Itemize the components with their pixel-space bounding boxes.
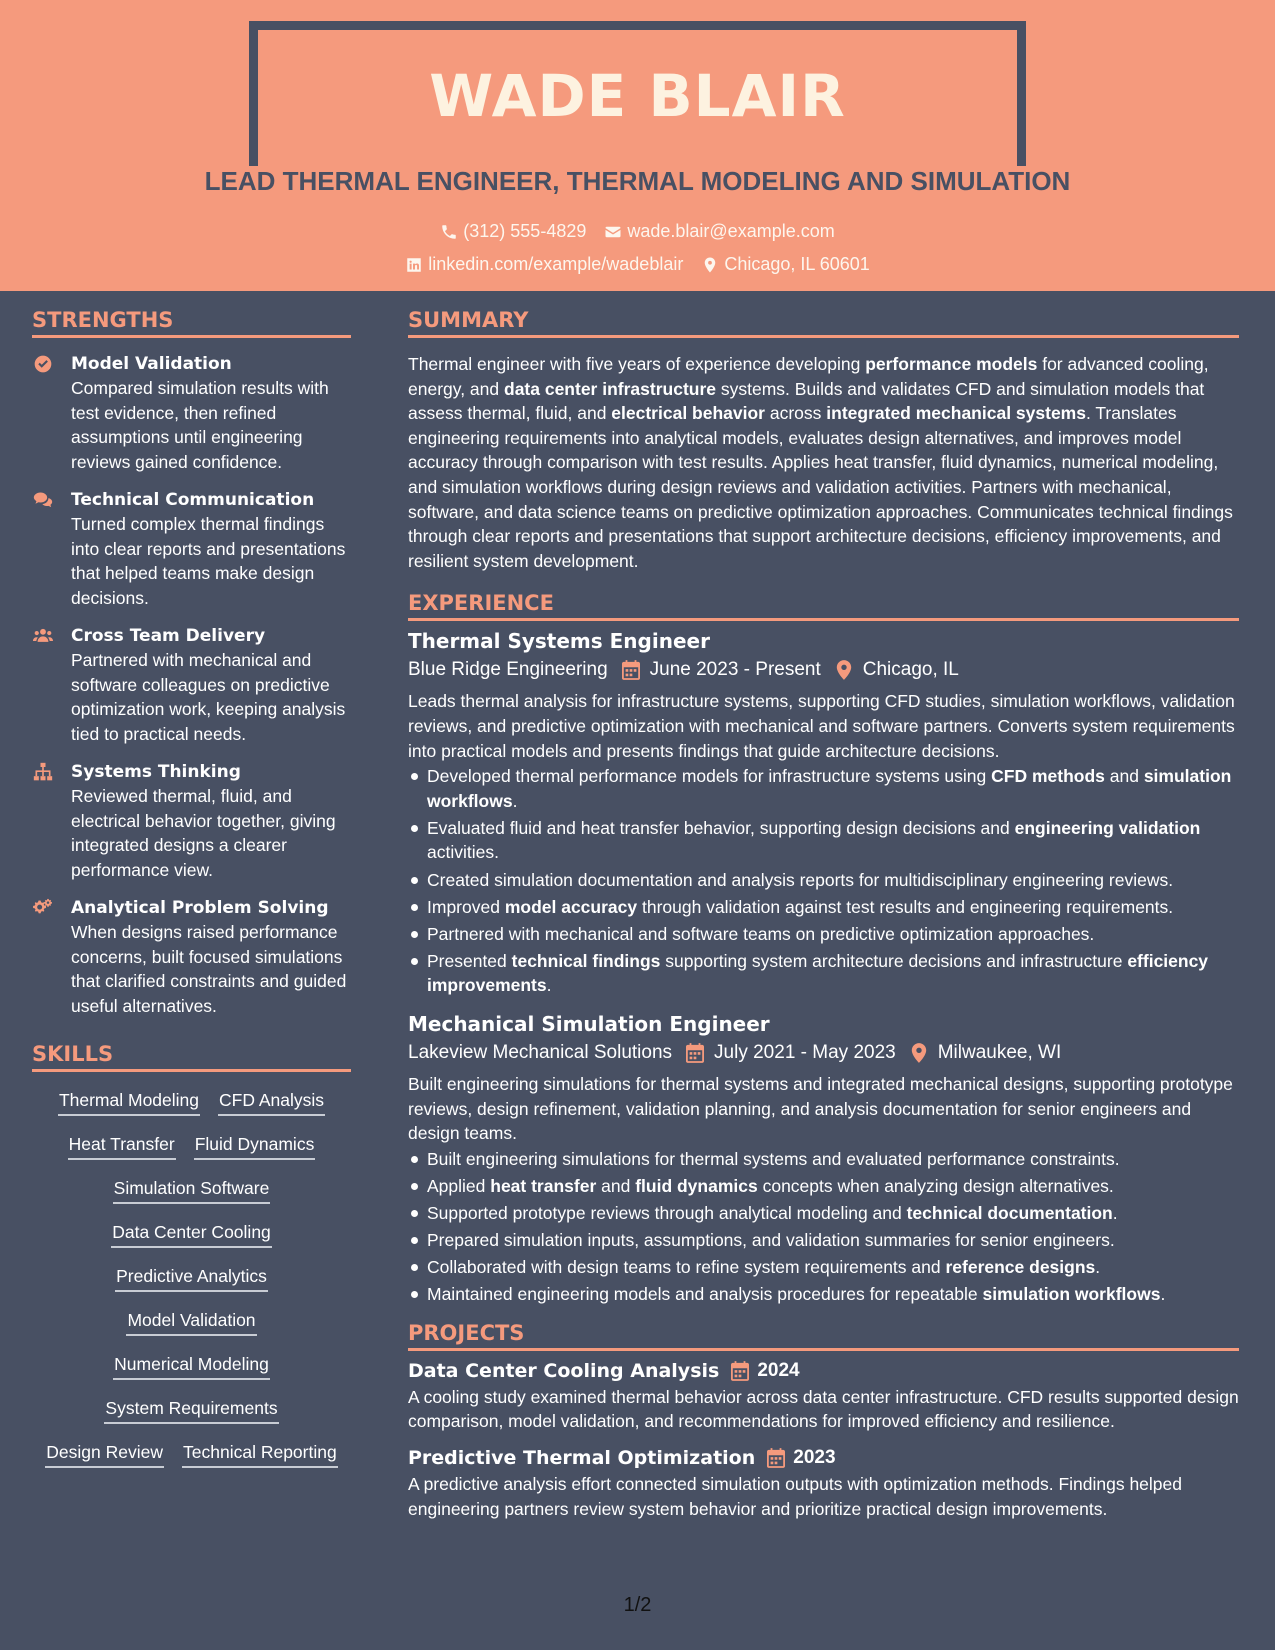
skill-chip: Fluid Dynamics bbox=[194, 1132, 316, 1160]
summary-heading: SUMMARY bbox=[408, 308, 1239, 338]
project-title: Predictive Thermal Optimization bbox=[408, 1447, 756, 1469]
job-dates: July 2021 - May 2023 bbox=[714, 1041, 896, 1063]
bullet-item: Supported prototype reviews through analytical modeling and technical documentation. bbox=[408, 1201, 1239, 1226]
job-bullets bbox=[408, 1147, 1239, 1307]
project-header bbox=[408, 1357, 1239, 1385]
email-contact[interactable] bbox=[604, 221, 834, 242]
strength-title: Analytical Problem Solving bbox=[71, 898, 329, 918]
bold-phrase: efficiency improvements bbox=[427, 950, 1209, 996]
project-title: Data Center Cooling Analysis bbox=[408, 1359, 720, 1382]
job-entry bbox=[408, 1010, 1239, 1307]
strength-item bbox=[32, 352, 351, 474]
bullet-item: Maintained engineering models and analysis procedures for repeatable simulation workflows. bbox=[408, 1282, 1239, 1307]
phone-text: (312) 555-4829 bbox=[463, 221, 587, 241]
map-pin-icon bbox=[910, 1043, 928, 1063]
bold-phrase: data center infrastructure bbox=[504, 378, 717, 399]
strength-title: Technical Communication bbox=[71, 490, 315, 510]
strength-title: Model Validation bbox=[71, 354, 232, 374]
job-location: Chicago, IL bbox=[862, 659, 959, 681]
bullet-item: Built engineering simulations for thermal systems and evaluated performance constraints. bbox=[408, 1147, 1239, 1172]
job-title: LEAD THERMAL ENGINEER, THERMAL MODELING AND SIMULATION bbox=[204, 166, 1071, 196]
strength-text: When designs raised performance concerns, built focused simulations that clarified constraints and guided useful alternatives. bbox=[71, 922, 347, 1016]
left-column bbox=[32, 308, 351, 1468]
bold-phrase: electrical behavior bbox=[611, 403, 765, 424]
strength-text: Partnered with mechanical and software colleagues on predictive optimization work, keeping analysis tied to practical needs. bbox=[71, 650, 346, 744]
job-meta bbox=[408, 1038, 1239, 1068]
strength-item bbox=[32, 896, 351, 1018]
skill-chip: Predictive Analytics bbox=[115, 1264, 268, 1292]
skill-chip: Model Validation bbox=[126, 1308, 256, 1336]
strength-title: Cross Team Delivery bbox=[71, 626, 266, 646]
calendar-icon bbox=[731, 1361, 749, 1381]
strength-title: Systems Thinking bbox=[71, 762, 241, 782]
skill-chip: Thermal Modeling bbox=[58, 1088, 200, 1116]
linkedin-text: linkedin.com/example/wadeblair bbox=[428, 254, 684, 274]
map-pin-icon bbox=[701, 256, 719, 274]
skill-chip: Heat Transfer bbox=[68, 1132, 176, 1160]
summary-text: Thermal engineer with five years of experience developing performance models for advanced cooling, energy, and data center infrastructure systems. Builds and validates CFD and simulation models that assess thermal, fluid, and electrical behavior across integrated mechanical systems. Translates engineering requirements into analytical models, evaluates design alternatives, and improves model accuracy through comparison with test results. Applies heat transfer, fluid dynamics, numerical modeling, and simulation workflows during design reviews and validation activities. Partners with mechanical, software, and data science teams on predictive optimization approaches. Communicates technical findings through clear reports and presentations that support architecture decisions, efficiency improvements, and resilient system development. bbox=[408, 354, 1233, 571]
bullet-item: Prepared simulation inputs, assumptions, and validation summaries for senior engineers. bbox=[408, 1228, 1239, 1253]
strength-text: Reviewed thermal, fluid, and electrical behavior together, giving integrated designs a clearer performance view. bbox=[71, 786, 336, 880]
job-position: Thermal Systems Engineer bbox=[408, 629, 710, 654]
bold-phrase: technical findings bbox=[511, 950, 661, 971]
right-column bbox=[408, 308, 1239, 1521]
sitemap-icon bbox=[32, 762, 54, 782]
job-location: Milwaukee, WI bbox=[937, 1041, 1062, 1063]
job-bullets bbox=[408, 764, 1239, 998]
strength-text: Compared simulation results with test evidence, then refined assumptions until engineering reviews gained confidence. bbox=[71, 378, 329, 472]
location-contact bbox=[701, 254, 869, 275]
calendar-icon bbox=[686, 1043, 704, 1063]
strength-item bbox=[32, 488, 351, 610]
linkedin-contact[interactable] bbox=[405, 254, 683, 275]
project-header bbox=[408, 1444, 1239, 1472]
job-entry bbox=[408, 627, 1239, 998]
bold-phrase: engineering validation bbox=[1014, 817, 1201, 838]
job-company: Lakeview Mechanical Solutions bbox=[408, 1041, 673, 1063]
bullet-item: Collaborated with design teams to refine system requirements and reference designs. bbox=[408, 1255, 1239, 1280]
bold-phrase: reference designs bbox=[945, 1257, 1096, 1278]
phone-contact[interactable] bbox=[440, 221, 586, 242]
bullet-item: Partnered with mechanical and software teams on predictive optimization approaches. bbox=[408, 922, 1239, 947]
project-description: A predictive analysis effort connected simulation outputs with optimization methods. Findings helped engineering partners review system behavior and prioritize practical design improvements. bbox=[408, 1474, 1182, 1519]
candidate-name: WADE BLAIR bbox=[429, 62, 846, 130]
cogs-icon bbox=[32, 898, 54, 918]
bold-phrase: heat transfer bbox=[490, 1175, 597, 1196]
job-meta bbox=[408, 655, 1239, 685]
project-year: 2024 bbox=[757, 1359, 800, 1381]
envelope-icon bbox=[604, 223, 622, 241]
location-text: Chicago, IL 60601 bbox=[724, 254, 870, 274]
map-pin-icon bbox=[835, 660, 853, 680]
job-position: Mechanical Simulation Engineer bbox=[408, 1011, 770, 1036]
project-description: A cooling study examined thermal behavior across data center infrastructure. CFD results supported design comparison, model validation, and recommendations for improved efficiency and resilience. bbox=[408, 1386, 1239, 1432]
projects-heading: PROJECTS bbox=[408, 1321, 1239, 1351]
skill-chip: Data Center Cooling bbox=[111, 1220, 272, 1248]
bold-phrase: simulation workflows bbox=[982, 1284, 1161, 1305]
bold-phrase: model accuracy bbox=[504, 896, 638, 917]
skill-chip: Design Review bbox=[45, 1440, 164, 1468]
skill-chip: Numerical Modeling bbox=[113, 1352, 270, 1380]
calendar-icon bbox=[622, 660, 640, 680]
experience-heading: EXPERIENCE bbox=[408, 591, 1239, 621]
bullet-item: Created simulation documentation and analysis reports for multidisciplinary engineering reviews. bbox=[408, 868, 1239, 893]
skill-chip: Simulation Software bbox=[113, 1176, 271, 1204]
linkedin-icon bbox=[405, 256, 423, 274]
strength-text: Turned complex thermal findings into clear reports and presentations that helped teams make design decisions. bbox=[71, 514, 346, 608]
resume-header bbox=[0, 0, 1275, 291]
job-description: Leads thermal analysis for infrastructure systems, supporting CFD studies, simulation workflows, validation reviews, and predictive optimization with mechanical and software partners. Converts system requirements into practical models and presents findings that guide architecture decisions. bbox=[408, 691, 1235, 761]
project-year: 2023 bbox=[793, 1447, 836, 1468]
bold-phrase: fluid dynamics bbox=[635, 1175, 758, 1196]
bullet-item: Improved model accuracy through validation against test results and engineering requirements. bbox=[408, 895, 1239, 920]
skills-list bbox=[32, 1086, 351, 1468]
bullet-item: Evaluated fluid and heat transfer behavior, supporting design decisions and engineering validation activities. bbox=[408, 816, 1239, 865]
bold-phrase: integrated mechanical systems bbox=[826, 403, 1086, 424]
skill-chip: Technical Reporting bbox=[182, 1440, 338, 1468]
contact-row-1 bbox=[0, 221, 1275, 242]
skills-heading: SKILLS bbox=[32, 1042, 351, 1072]
bold-phrase: technical documentation bbox=[906, 1202, 1113, 1223]
users-icon bbox=[32, 626, 54, 646]
page-number: 1/2 bbox=[623, 1594, 652, 1616]
check-circle-icon bbox=[32, 354, 54, 374]
strengths-heading: STRENGTHS bbox=[32, 308, 351, 338]
project-entry bbox=[408, 1357, 1239, 1434]
skill-chip: System Requirements bbox=[104, 1396, 278, 1424]
bold-phrase: performance models bbox=[865, 354, 1038, 374]
project-entry bbox=[408, 1444, 1239, 1521]
chat-bubbles-icon bbox=[32, 490, 54, 510]
phone-icon bbox=[440, 223, 458, 241]
bold-phrase: CFD methods bbox=[991, 766, 1105, 787]
job-description: Built engineering simulations for thermal systems and integrated mechanical designs, supporting prototype reviews, design refinement, validation planning, and analysis documentation for senior engineers and design teams. bbox=[408, 1073, 1233, 1144]
strength-item bbox=[32, 760, 351, 882]
skill-chip: CFD Analysis bbox=[218, 1088, 325, 1116]
email-text: wade.blair@example.com bbox=[627, 221, 835, 241]
bullet-item: Presented technical findings supporting system architecture decisions and infrastructure efficiency improvements. bbox=[408, 949, 1239, 998]
bold-phrase: simulation workflows bbox=[427, 766, 1232, 811]
calendar-icon bbox=[767, 1448, 785, 1468]
strength-item bbox=[32, 624, 351, 746]
contact-row-2 bbox=[0, 254, 1275, 275]
bullet-item: Developed thermal performance models for infrastructure systems using CFD methods and simulation workflows. bbox=[408, 764, 1239, 813]
job-company: Blue Ridge Engineering bbox=[408, 659, 608, 681]
bullet-item: Applied heat transfer and fluid dynamics concepts when analyzing design alternatives. bbox=[408, 1174, 1239, 1199]
job-dates: June 2023 - Present bbox=[649, 659, 821, 681]
